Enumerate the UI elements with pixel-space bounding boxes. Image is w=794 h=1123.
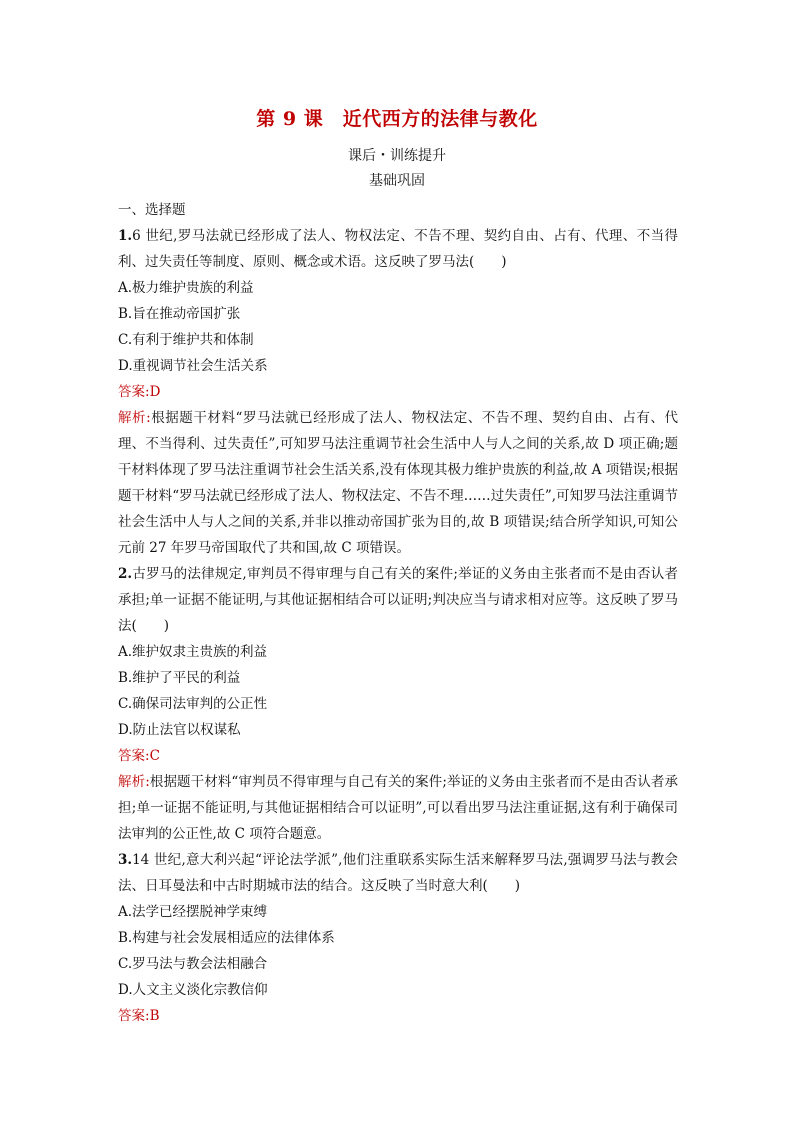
- analysis-text: 根据题干材料“罗马法就已经形成了法人、物权法定、不告不理、契约自由、占有、代理、不当得利、过失责任”,可知罗马法注重调节社会生活中人与人之间的关系,故 D 项正确;题干材料体现了罗马法注重调节社会生活关系,没有体现其极力维护贵族的利益,故 A 项错误;根据题干材料“罗马法就已经形成了法人、物权法定、不告不理……过失责任”,可知罗马法注重调节社会生活中人与人之间的关系,并非以推动帝国扩张为目的,故 B 项错误;结合所学知识,可知公元前 27 年罗马帝国取代了共和国,故 C 项错误。: [118, 410, 678, 556]
- analysis-label: 解析:: [118, 410, 151, 426]
- question-3: [118, 847, 678, 1029]
- subtitle-basic: 基础巩固: [369, 173, 425, 189]
- question-stem-text: 古罗马的法律规定,审判员不得审理与自己有关的案件;举证的义务由主张者而不是由否认者承担;单一证据不能证明,与其他证据相结合可以证明;判决应当与请求相对应等。这反映了罗马法( ): [118, 566, 678, 634]
- option-c: C.有利于维护共和体制: [118, 332, 254, 348]
- analysis-text: 根据题干材料“审判员不得审理与自己有关的案件;举证的义务由主张者而不是由否认者承担;单一证据不能证明,与其他证据相结合可以证明”,可以看出罗马法注重证据,这有利于确保司法审判的公正性,故 C 项符合题意。: [118, 774, 678, 842]
- answer-value: D: [149, 384, 161, 400]
- option-a: A.法学已经摆脱神学束缚: [118, 904, 268, 920]
- option-b: B.维护了平民的利益: [118, 670, 241, 686]
- question-number: 3.: [118, 852, 133, 868]
- lesson-title: 第 9 课 近代西方的法律与教化: [256, 108, 538, 130]
- answer-value: C: [149, 748, 160, 764]
- analysis: [118, 769, 678, 847]
- option-a: A.维护奴隶主贵族的利益: [118, 644, 268, 660]
- subtitle-after-class: 课后・训练提升: [348, 148, 446, 164]
- question-number: 2.: [118, 566, 133, 582]
- question-number: 1.: [118, 228, 133, 244]
- option-d: D.人文主义淡化宗教信仰: [118, 982, 268, 998]
- question-stem: [118, 847, 678, 899]
- question-1: [118, 223, 678, 561]
- answer: [118, 1003, 678, 1029]
- option-b: B.构建与社会发展相适应的法律体系: [118, 930, 335, 946]
- answer-label: 答案:: [118, 748, 150, 764]
- question-2: [118, 561, 678, 847]
- content-body: [118, 197, 678, 1029]
- answer-label: 答案:: [118, 384, 150, 400]
- question-stem: [118, 223, 678, 275]
- option-b: B.旨在推动帝国扩张: [118, 306, 241, 322]
- answer-value: B: [149, 1008, 160, 1024]
- answer-label: 答案:: [118, 1008, 150, 1024]
- option-d: D.重视调节社会生活关系: [118, 358, 268, 374]
- question-stem-text: 14 世纪,意大利兴起“评论法学派”,他们注重联系实际生活来解释罗马法,强调罗马法与教会法、日耳曼法和中古时期城市法的结合。这反映了当时意大利( ): [118, 852, 678, 894]
- option-d: D.防止法官以权谋私: [118, 722, 241, 738]
- analysis: [118, 405, 678, 561]
- question-stem-text: 6 世纪,罗马法就已经形成了法人、物权法定、不告不理、契约自由、占有、代理、不当得利、过失责任等制度、原则、概念或术语。这反映了罗马法( ): [118, 228, 678, 270]
- question-stem: [118, 561, 678, 639]
- analysis-label: 解析:: [118, 774, 150, 790]
- option-a: A.极力维护贵族的利益: [118, 280, 254, 296]
- section-label: 一、选择题: [118, 202, 186, 218]
- option-c: C.确保司法审判的公正性: [118, 696, 268, 712]
- answer: [118, 743, 678, 769]
- answer: [118, 379, 678, 405]
- option-c: C.罗马法与教会法相融合: [118, 956, 268, 972]
